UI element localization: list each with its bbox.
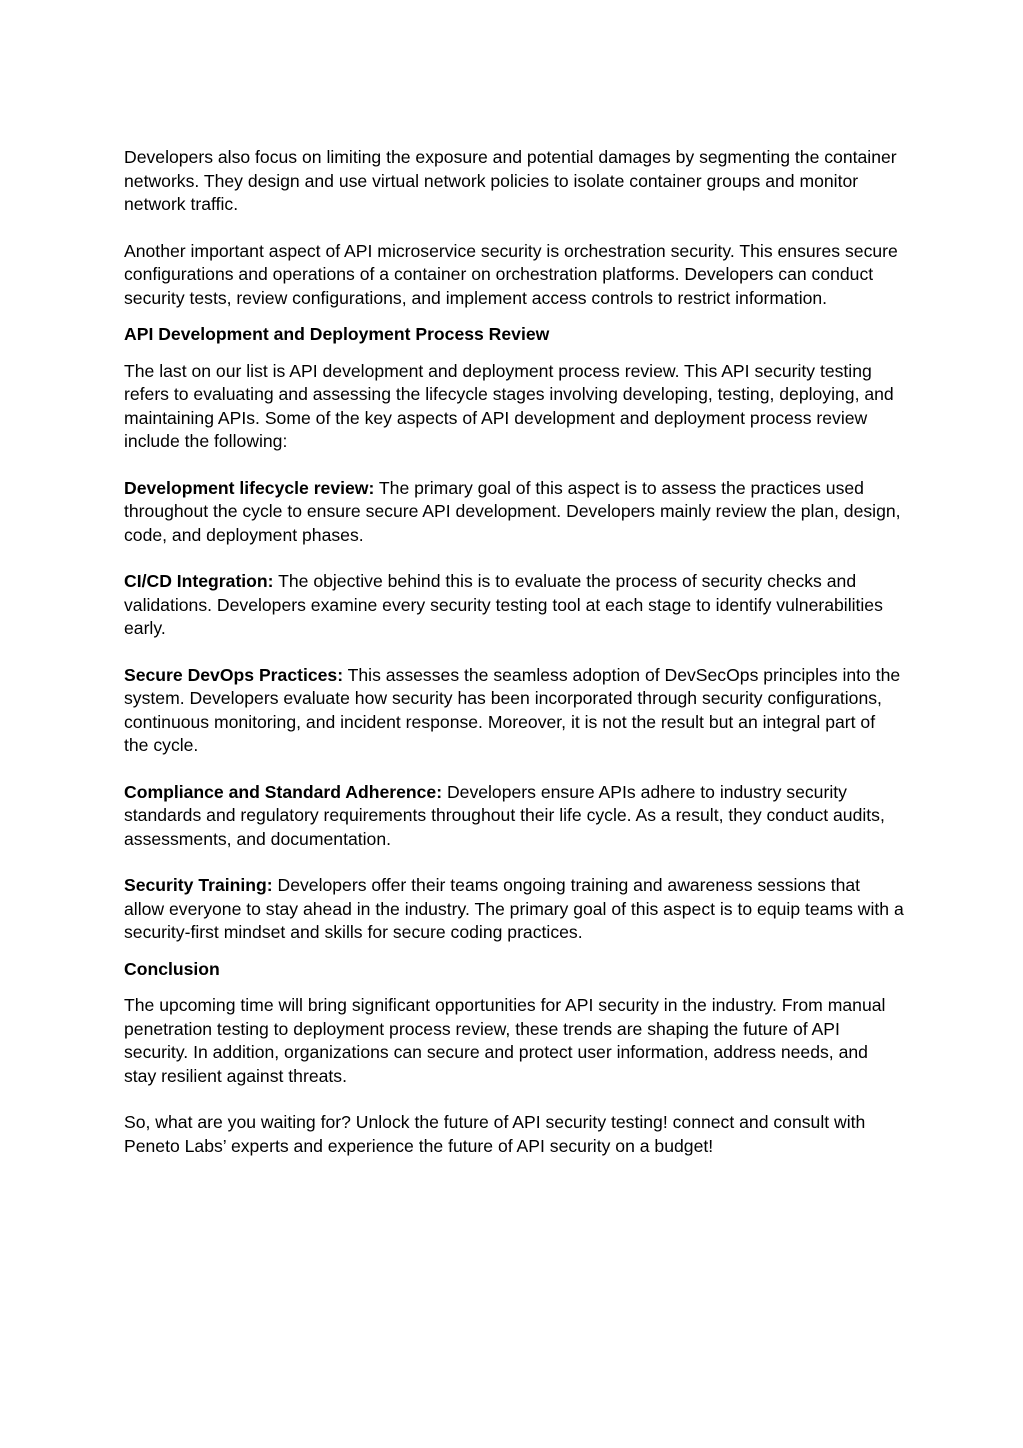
section-heading-conclusion: Conclusion	[124, 958, 220, 979]
item-text: The primary goal of this aspect is to assess the practices used throughout the cycle to ensure secure API development. Developers mainly review the plan, design, code, and deployment phases.	[124, 477, 901, 545]
conclusion-paragraph-1: The upcoming time will bring significant opportunities for API security in the industry. From manual penetration testing to deployment process review, these trends are shaping the future of API security. In addition, organizations can secure and protect user information, address needs, and stay resilient against threats.	[124, 995, 886, 1086]
item-ci-cd-integration	[124, 570, 904, 641]
item-secure-devops-practices	[124, 664, 904, 758]
item-label: CI/CD Integration:	[124, 571, 274, 591]
item-development-lifecycle-review	[124, 477, 904, 548]
item-text: This assesses the seamless adoption of DevSecOps principles into the system. Developers evaluate how security has been incorporated through security configurations, continuous monitoring, and incident response. Moreover, it is not the result but an integral part of the cycle.	[124, 664, 901, 755]
item-text: Developers offer their teams ongoing training and awareness sessions that allow everyone to stay ahead in the industry. The primary goal of this aspect is to equip teams with a security-first mindset and skills for secure coding practices.	[124, 875, 904, 942]
item-text: Developers ensure APIs adhere to industry security standards and regulatory requirements throughout their life cycle. As a result, they conduct audits, assessments, and documentation.	[124, 781, 885, 849]
conclusion-paragraph-2: So, what are you waiting for? Unlock the future of API security testing! connect and consult with Peneto Labs’ experts and experience the future of API security on a budget!	[124, 1112, 866, 1156]
item-label: Secure DevOps Practices:	[124, 664, 344, 685]
item-label: Security Training:	[124, 875, 273, 895]
document-page	[124, 146, 904, 1181]
item-text: The objective behind this is to evaluate the process of security checks and validations. Developers examine every security testing tool at each stage to identify vulnerabilities early.	[124, 571, 883, 638]
section-heading-api-development: API Development and Deployment Process Review	[124, 324, 550, 344]
intro-paragraph-2: Another important aspect of API microservice security is orchestration security. This ensures secure configurations and operations of a container on orchestration platforms. Developers can conduct security tests, review configurations, and implement access controls to restrict information.	[124, 240, 898, 308]
item-label: Compliance and Standard Adherence:	[124, 781, 443, 802]
item-compliance-standard-adherence	[124, 781, 904, 852]
section-intro-paragraph: The last on our list is API development and deployment process review. This API security testing refers to evaluating and assessing the lifecycle stages involving developing, testing, deploying, and maintaining APIs. Some of the key aspects of API development and deployment process review include the following:	[124, 360, 894, 451]
item-label: Development lifecycle review:	[124, 477, 375, 498]
item-security-training	[124, 874, 904, 945]
intro-paragraph-1: Developers also focus on limiting the exposure and potential damages by segmenting the container networks. They design and use virtual network policies to isolate container groups and monitor network traffic.	[124, 147, 897, 214]
